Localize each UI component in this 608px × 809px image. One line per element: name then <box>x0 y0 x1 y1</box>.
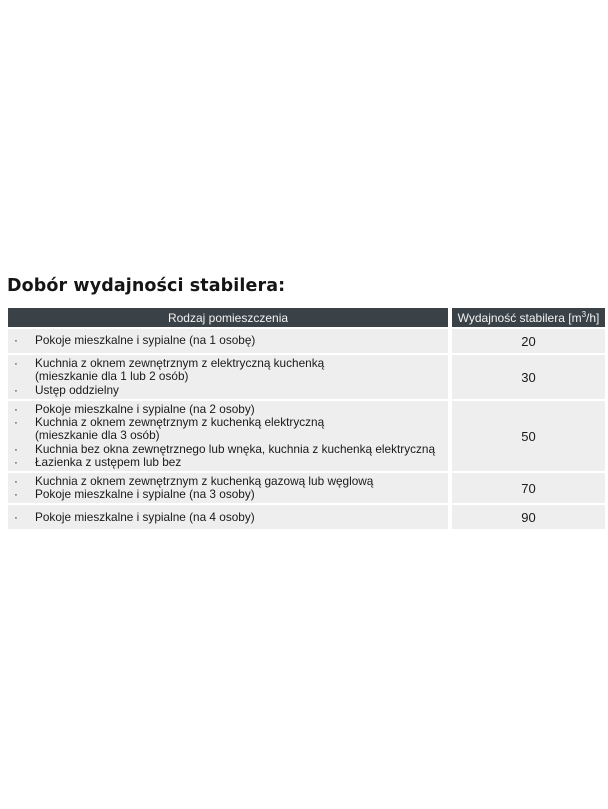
bullet: · <box>14 509 18 524</box>
bullet: · <box>14 441 18 456</box>
table-row <box>8 401 605 471</box>
header-capacity <box>452 308 605 327</box>
room-text: Pokoje mieszkalne i sypialne (na 3 osoby) <box>35 487 255 502</box>
list-item <box>8 456 448 469</box>
room-text: Ustęp oddzielny <box>35 382 119 397</box>
header-capacity-sup: 3 <box>581 310 587 319</box>
list-item <box>8 488 448 501</box>
room-cell <box>8 505 452 529</box>
room-cell <box>8 355 452 399</box>
header-room-type: Rodzaj pomieszczenia <box>8 308 452 327</box>
capacity-value: 90 <box>452 505 605 529</box>
bullet: · <box>14 402 18 416</box>
list-item <box>8 334 448 347</box>
table-row <box>8 473 605 503</box>
page-title: Dobór wydajności stabilera: <box>7 276 286 296</box>
room-text: Kuchnia z oknem zewnętrznym z elektryczną kuchenką <box>35 356 325 371</box>
bullet: · <box>14 474 18 489</box>
room-text: Łazienka z ustępem lub bez <box>35 454 182 469</box>
room-text: (mieszkanie dla 3 osób) <box>35 428 160 443</box>
room-text: (mieszkanie dla 1 lub 2 osób) <box>35 369 189 384</box>
table-row <box>8 355 605 399</box>
room-text: Pokoje mieszkalne i sypialne (na 1 osobę) <box>35 333 256 348</box>
room-cell <box>8 329 452 353</box>
room-text: Kuchnia bez okna zewnętrznego lub wnęka, kuchnia z kuchenką elektryczną <box>35 441 436 456</box>
header-capacity-prefix: Wydajność stabilera [m <box>457 311 582 325</box>
table-row <box>8 505 605 529</box>
capacity-value: 70 <box>452 473 605 503</box>
capacity-value: 50 <box>452 401 605 471</box>
room-cell <box>8 473 452 503</box>
list-item <box>8 511 448 524</box>
bullet: · <box>14 382 18 397</box>
capacity-value: 30 <box>452 355 605 399</box>
bullet: · <box>14 356 18 371</box>
bullet: · <box>14 415 18 430</box>
capacity-table <box>8 306 605 531</box>
room-text: Pokoje mieszkalne i sypialne (na 2 osoby) <box>35 402 255 416</box>
room-text: Kuchnia z oknem zewnętrznym z kuchenką gazową lub węglową <box>35 474 374 489</box>
bullet: · <box>14 333 18 348</box>
capacity-value: 20 <box>452 329 605 353</box>
room-text: Kuchnia z oknem zewnętrznym z kuchenką elektryczną <box>35 415 325 430</box>
bullet: · <box>14 454 18 469</box>
bullet: · <box>14 487 18 502</box>
room-text: Pokoje mieszkalne i sypialne (na 4 osoby) <box>35 509 255 524</box>
table-header-row <box>8 308 605 327</box>
table-row <box>8 329 605 353</box>
header-capacity-suffix: /h] <box>586 311 600 325</box>
list-item <box>8 384 448 397</box>
room-cell <box>8 401 452 471</box>
